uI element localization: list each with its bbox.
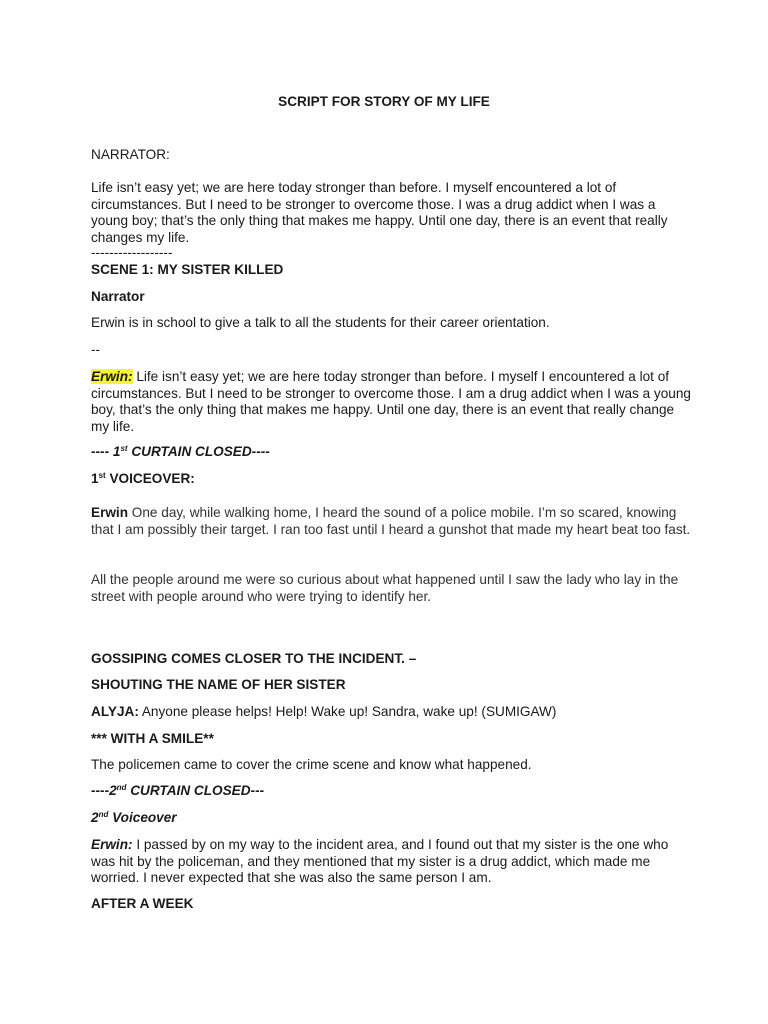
curtain2-sup: nd (116, 783, 127, 792)
voiceover1-post: VOICEOVER: (105, 471, 195, 486)
after-week-heading: AFTER A WEEK (91, 896, 194, 911)
voiceover2-sup: nd (98, 810, 109, 819)
erwin-voiceover2-paragraph (91, 837, 691, 887)
voiceover1-pre: 1 (91, 471, 99, 486)
erwin-vo2-text: I passed by on my way to the incident area, and I found out that my sister is the one who was hit by the policeman, and they mentioned that my sister is a drug addict, which made me worried. I never expected that she was also the same person I am. (91, 837, 669, 885)
voiceover2-pre: 2 (91, 810, 99, 825)
shouting-heading: SHOUTING THE NAME OF HER SISTER (91, 677, 346, 692)
narrator-heading: NARRATOR: (91, 147, 170, 162)
voiceover2-heading (91, 810, 691, 827)
curtain1-pre: ---- 1 (91, 444, 121, 459)
erwin-speech-text: Life isn’t easy yet; we are here today stronger than before. I myself I encountered a lot of circumstances. But I need to be stronger to overcome those. I am a drug addict when I was a young boy, that’s the only thing that makes me happy. Until one day, there is an event that really change my life. (91, 369, 691, 434)
police-line: The policemen came to cover the crime scene and know what happened. (91, 757, 532, 772)
double-dash: -- (91, 342, 101, 357)
alyja-speaker: ALYJA: (91, 704, 139, 719)
narrator-intro-paragraph: Life isn’t easy yet; we are here today stronger than before. I myself encountered a lot of circumstances. But I need to be stronger to overcome those. I was a drug addict when I was a young boy; that’s the only thing that makes me happy. Until one day, there is an event that really changes my life. (91, 180, 668, 245)
gossip-heading: GOSSIPING COMES CLOSER TO THE INCIDENT. – (91, 651, 417, 666)
curtain1-post: CURTAIN CLOSED---- (127, 444, 270, 459)
curtain1-stage-direction (91, 444, 691, 461)
erwin-voiceover1-paragraph (91, 505, 691, 538)
curtain2-post: CURTAIN CLOSED--- (126, 783, 265, 798)
erwin-vo1-text: One day, while walking home, I heard the sound of a police mobile. I’m so scared, knowing that I am possibly their target. I ran too fast until I heard a gunshot that made my heart beat too fast. (91, 505, 691, 537)
curtain1-sup: st (120, 444, 128, 453)
alyja-line (91, 704, 691, 721)
curtain2-stage-direction (91, 783, 691, 800)
erwin-speech-paragraph (91, 369, 691, 435)
erwin-vo2-speaker: Erwin: (91, 837, 133, 852)
crowd-paragraph: All the people around me were so curious about what happened until I saw the lady who lay in the street with people around who were trying to identify her. (91, 572, 679, 604)
narrator-label: Narrator (91, 289, 145, 304)
dash-separator: ------------------ (91, 245, 173, 260)
narrator-line: Erwin is in school to give a talk to all the students for their career orientation. (91, 315, 550, 330)
smile-direction: *** WITH A SMILE** (91, 731, 214, 746)
voiceover1-sup: st (98, 471, 106, 480)
document-title: SCRIPT FOR STORY OF MY LIFE (278, 94, 490, 109)
scene1-heading: SCENE 1: MY SISTER KILLED (91, 262, 284, 277)
curtain2-pre: ----2 (91, 783, 117, 798)
erwin-speaker-highlighted: Erwin: (91, 369, 133, 384)
alyja-text: Anyone please helps! Help! Wake up! Sandra, wake up! (SUMIGAW) (138, 704, 557, 719)
voiceover2-post: Voiceover (108, 810, 177, 825)
erwin-vo1-speaker: Erwin (91, 505, 129, 520)
voiceover1-heading (91, 471, 691, 488)
